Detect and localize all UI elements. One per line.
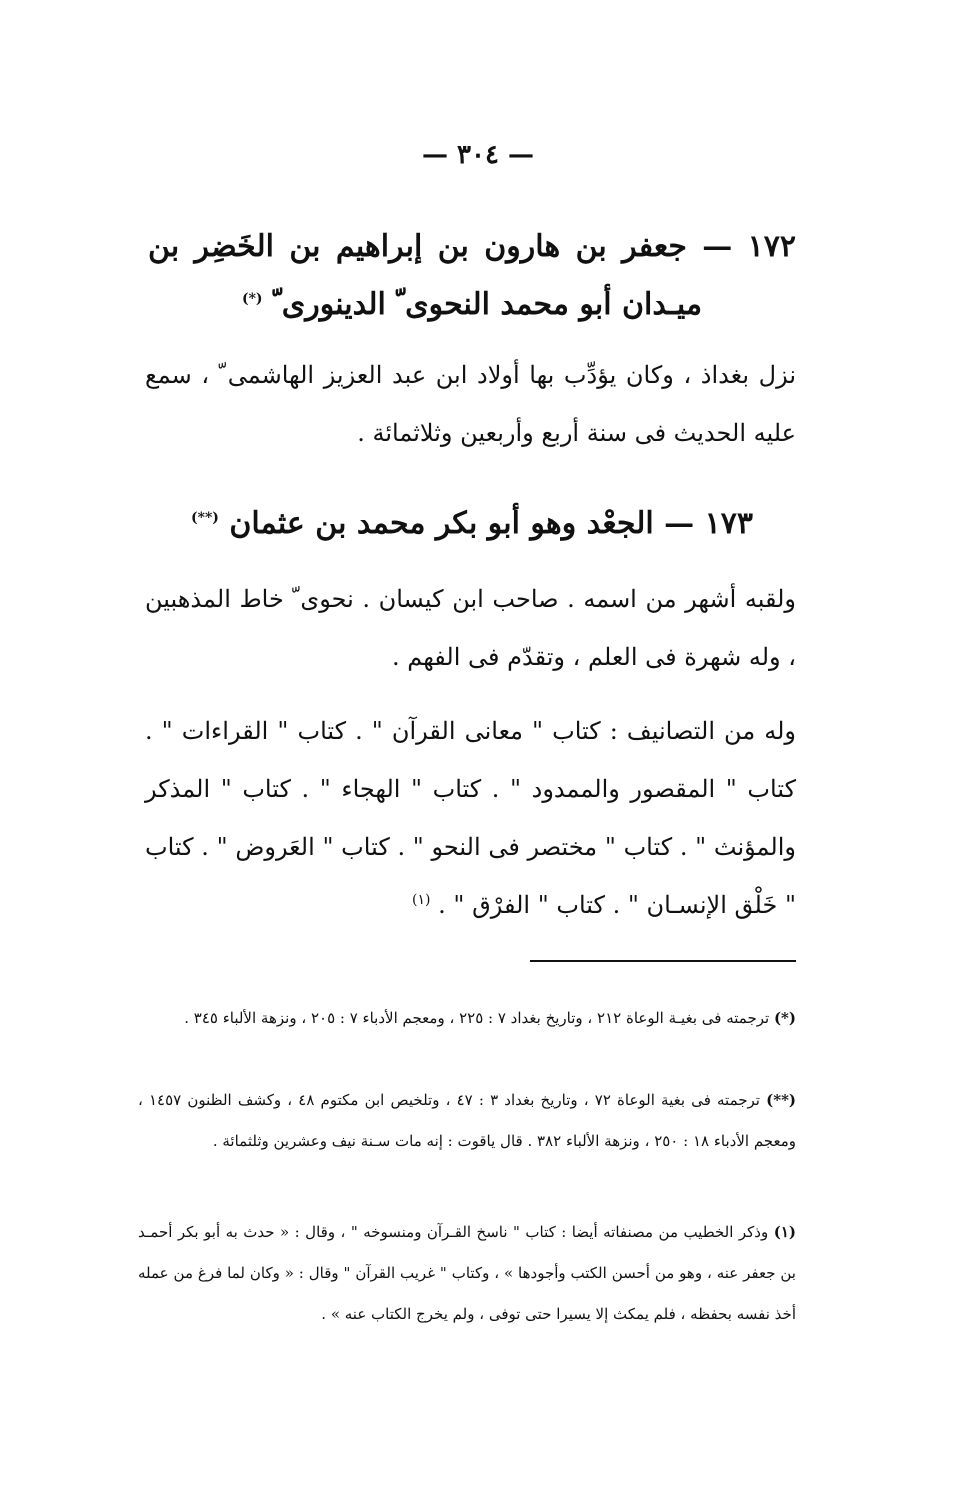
- footnote-3-text: وذكر الخطيب من مصنفاته أيضا : كتاب " ناسخ القـرآن ومنسوخه " ، وقال : « حدث به أبو بكر أحمـد بن جعفر عنه ، وهو من أحسن الكتب وأجودها » ، وكتاب " غريب القرآن " وقال : « وكان لما فرغ من عمله أخذ نفسه بحفظه ، فلم يمكث إلا يسيرا حتى توفى ، ولم يخرج الكتاب عنه » .: [138, 1223, 796, 1323]
- footnote-3: [138, 1212, 796, 1335]
- footnote-1: [138, 998, 796, 1039]
- footnote-1-text: ترجمته فى بغيـة الوعاة ٢١٢ ، وتاريخ بغداد ٧ : ٢٢٥ ، ومعجم الأدباء ٧ : ٢٠٥ ، ونزهة الألباء ٣٤٥ .: [184, 1009, 770, 1027]
- footnote-2: [138, 1080, 796, 1162]
- entry-173-body-1: ولقبه أشهر من اسمه . صاحب ابن كيسان . نحوى ّ خاط المذهبين ، وله شهرة فى العلم ، وتقدّم فى الفهم .: [145, 585, 796, 671]
- footnote-1-mark: (*): [773, 1009, 796, 1027]
- footnote-3-mark: (١): [773, 1223, 796, 1241]
- footnote-separator: [530, 960, 796, 962]
- entry-173-heading: [148, 495, 796, 553]
- page-number: — ٣٠٤ —: [421, 140, 535, 170]
- entry-172-body: نزل بغداذ ، وكان يؤدِّب بها أولاد ابن عبد العزيز الهاشمى ّ ، سمع عليه الحديث فى سنة أربع وأربعين وثلاثمائة .: [145, 361, 796, 447]
- entry-173-heading-text: ١٧٣ — الجعْد وهو أبو بكر محمد بن عثمان: [229, 506, 753, 541]
- footnote-2-mark: (**): [766, 1091, 797, 1109]
- entry-172-heading-text: ١٧٢ — جعفر بن هارون بن إبراهيم بن الخَضِر بن ميـدان أبو محمد النحوى ّ الدينورى ّ: [148, 229, 796, 322]
- entry-173-body-2: [145, 702, 796, 934]
- entry-173-body-2-text: وله من التصانيف : كتاب " معانى القرآن " . كتاب " القراءات " . كتاب " المقصور والممدود " . كتاب " الهجاء " . كتاب " المذكر والمؤنث " . كتاب " مختصر فى النحو " . كتاب " العَروض " . كتاب " خَلْق الإنسـان " . كتاب " الفرْق " .: [145, 717, 796, 919]
- entry-173-body-2-note-mark: (١): [412, 892, 431, 908]
- footnote-2-text: ترجمته فى بغية الوعاة ٧٢ ، وتاريخ بغداد ٣ : ٤٧ ، وتلخيص ابن مكتوم ٤٨ ، وكشف الظنون ١٤٥٧ ، ومعجم الأدباء ١٨ : ٢٥٠ ، ونزهة الألباء ٣٨٢ . قال ياقوت : إنه مات سـنة نيف وعشرين وثلثمائة .: [138, 1091, 796, 1150]
- entry-172-note-mark: (*): [241, 291, 263, 307]
- entry-172-heading: [148, 218, 796, 334]
- entry-173-note-mark: (**): [191, 510, 219, 526]
